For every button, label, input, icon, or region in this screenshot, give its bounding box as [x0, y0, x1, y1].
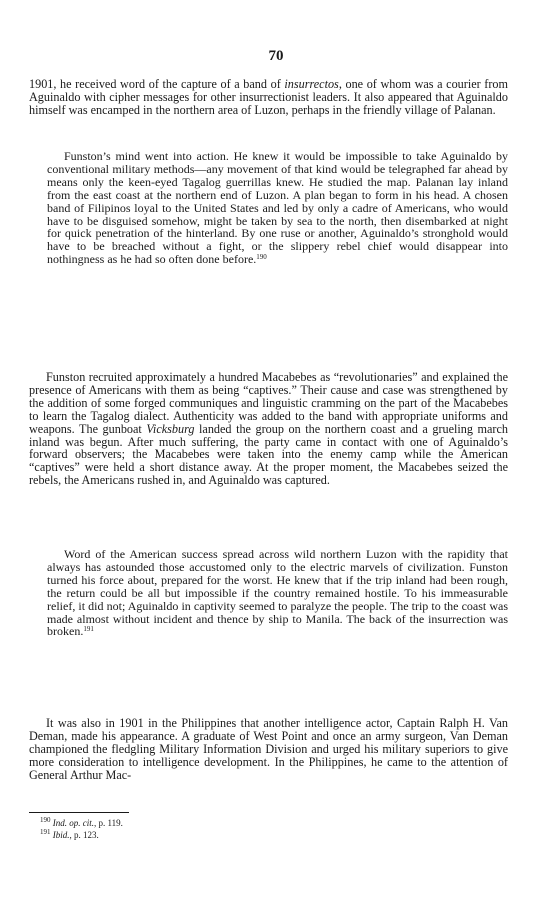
paragraph-van-deman: It was also in 1901 in the Philippines that another intelligence actor, Captain Ralph H. Van Deman, made his appearance. A graduate of West Point and once an army surgeon, Van Deman championed the fledgling Military Information Division and urged his military superiors to give more consideration to intelligence development. In the Philippines, he came to the attention of General Arthur Mac- — [29, 716, 508, 782]
block-quote-american-success: Word of the American success spread across wild northern Luzon with the rapidity that always has astounded those accustomed only to the electric marvels of civilization. Funston turned his force about, prepared for the worst. He knew that if the trip inland had been rough, the return could be all but impossible if the country remained hostile. To his immeasurable relief, it did not; Aguinaldo in captivity seemed to paralyze the people. The trip to the coast was made almost without incident and thence by ship to Manila. The back of the insurrection was broken.$^{191}$ — [47, 547, 508, 639]
footnote-191: $^{191}$ Ibid., p. 123. — [40, 828, 99, 840]
footnote-divider — [29, 812, 129, 813]
paragraph-macabebe-ruse: Funston recruited approximately a hundred Macabebes as “revolutionaries” and explained the presence of Americans with them as being “captives.” Their cause and case was strengthened by the addition of some forged communiques and linguistic cramming on the part of the Macabebes to learn the Tagalog dialect. Authenticity was added to the band with appropriate uniforms and weapons. The gunboat Vicksburg landed the group on the northern coast and a grueling march inland was begun. After much suffering, the party came in contact with one of Aguinaldo’s forward observers; the Macabebes were taken into the enemy camp while the American “captives” were held a short distance away. At the proper moment, the Macabebes seized the rebels, the Americans rushed in, and Aguinaldo was captured. — [29, 370, 508, 488]
block-quote-funston-plan: Funston’s mind went into action. He knew it would be impossible to take Aguinaldo by conventional military methods—any movement of that kind would be telegraphed far ahead by means only the keen-eyed Tagalog guerrillas knew. He studied the map. Palanan lay inland from the east coast at the northern end of Luzon. A plan began to form in his head. A chosen band of Filipinos loyal to the United States and led by only a cadre of Americans, who would have to be disguised somehow, might be taken by sea to the north, then disembarked at night for quick penetration of the hinterland. By one ruse or another, Aguinaldo’s stronghold would have to be breached without a fight, or the slippery rebel chief would disappear into nothingness as he had so often done before.$^{190}$ — [47, 149, 508, 267]
page-number: 70 — [268, 48, 284, 64]
footnote-190: $^{190}$ Ind. op. cit., p. 119. — [40, 816, 123, 828]
footnote-ref-191: 191 — [83, 625, 94, 634]
paragraph-capture-report: 1901, he received word of the capture of a band of insurrectos, one of whom was a courier from Aguinaldo with cipher messages for other insurrectionist leaders. It also appeared that Aguinaldo himself was encamped in the northern area of Luzon, perhaps in the friendly village of Palanan. — [29, 77, 508, 117]
footnote-ref-190: 190 — [256, 253, 267, 262]
